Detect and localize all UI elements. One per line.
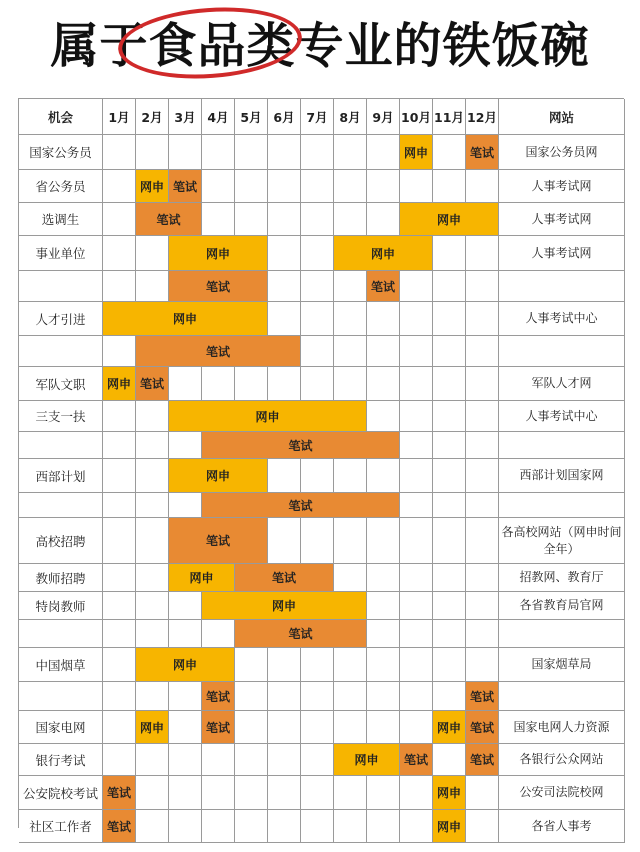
written-exam-bar: 笔试 [169, 170, 202, 203]
online-apply-bar: 网申 [433, 711, 466, 744]
empty-cell [301, 682, 334, 711]
header-month-2: 2月 [136, 99, 169, 135]
empty-cell [400, 711, 433, 744]
header-month-10: 10月 [400, 99, 433, 135]
row-website: 人事考试中心 [499, 401, 625, 432]
empty-cell [466, 271, 499, 302]
row-label [19, 336, 103, 367]
written-exam-bar: 笔试 [103, 810, 136, 843]
empty-cell [103, 236, 136, 271]
row-label [19, 493, 103, 518]
header-month-6: 6月 [268, 99, 301, 135]
empty-cell [433, 302, 466, 336]
written-exam-bar: 笔试 [367, 271, 400, 302]
empty-cell [466, 493, 499, 518]
empty-cell [400, 493, 433, 518]
row-website: 人事考试中心 [499, 302, 625, 336]
header-month-7: 7月 [301, 99, 334, 135]
online-apply-bar: 网申 [136, 648, 235, 682]
empty-cell [466, 648, 499, 682]
empty-cell [433, 367, 466, 401]
empty-cell [169, 592, 202, 620]
online-apply-bar: 网申 [334, 236, 433, 271]
written-exam-bar: 笔试 [235, 564, 334, 592]
empty-cell [433, 493, 466, 518]
row-website: 公安司法院校网 [499, 776, 625, 810]
empty-cell [367, 459, 400, 493]
empty-cell [400, 432, 433, 459]
row-website: 人事考试网 [499, 170, 625, 203]
written-exam-bar: 笔试 [103, 776, 136, 810]
empty-cell [235, 744, 268, 776]
empty-cell [367, 367, 400, 401]
empty-cell [136, 493, 169, 518]
empty-cell [301, 336, 334, 367]
empty-cell [169, 776, 202, 810]
empty-cell [334, 648, 367, 682]
header-month-4: 4月 [202, 99, 235, 135]
header-month-11: 11月 [433, 99, 466, 135]
written-exam-bar: 笔试 [202, 432, 400, 459]
row-website [499, 493, 625, 518]
empty-cell [334, 518, 367, 564]
empty-cell [103, 711, 136, 744]
empty-cell [136, 459, 169, 493]
empty-cell [202, 810, 235, 843]
empty-cell [136, 236, 169, 271]
empty-cell [334, 682, 367, 711]
online-apply-bar: 网申 [400, 203, 499, 236]
empty-cell [367, 810, 400, 843]
empty-cell [235, 170, 268, 203]
empty-cell [136, 810, 169, 843]
empty-cell [202, 367, 235, 401]
empty-cell [301, 648, 334, 682]
empty-cell [268, 302, 301, 336]
row-label [19, 432, 103, 459]
row-website [499, 620, 625, 648]
empty-cell [334, 336, 367, 367]
empty-cell [301, 744, 334, 776]
row-website [499, 682, 625, 711]
empty-cell [301, 135, 334, 170]
empty-cell [268, 271, 301, 302]
empty-cell [103, 170, 136, 203]
written-exam-bar: 笔试 [466, 744, 499, 776]
online-apply-bar: 网申 [169, 236, 268, 271]
empty-cell [334, 271, 367, 302]
row-label: 西部计划 [19, 459, 103, 493]
empty-cell [301, 236, 334, 271]
empty-cell [268, 744, 301, 776]
empty-cell [466, 620, 499, 648]
empty-cell [103, 648, 136, 682]
empty-cell [268, 170, 301, 203]
empty-cell [268, 682, 301, 711]
row-website: 国家电网人力资源 [499, 711, 625, 744]
empty-cell [367, 401, 400, 432]
empty-cell [400, 810, 433, 843]
empty-cell [103, 518, 136, 564]
empty-cell [301, 810, 334, 843]
online-apply-bar: 网申 [169, 459, 268, 493]
row-website: 军队人才网 [499, 367, 625, 401]
row-website: 西部计划国家网 [499, 459, 625, 493]
online-apply-bar: 网申 [103, 302, 268, 336]
empty-cell [235, 367, 268, 401]
empty-cell [169, 135, 202, 170]
empty-cell [400, 302, 433, 336]
empty-cell [367, 776, 400, 810]
empty-cell [400, 170, 433, 203]
written-exam-bar: 笔试 [400, 744, 433, 776]
empty-cell [334, 203, 367, 236]
empty-cell [334, 367, 367, 401]
empty-cell [334, 135, 367, 170]
empty-cell [367, 302, 400, 336]
online-apply-bar: 网申 [169, 564, 235, 592]
empty-cell [136, 401, 169, 432]
empty-cell [466, 302, 499, 336]
empty-cell [334, 810, 367, 843]
online-apply-bar: 网申 [136, 170, 169, 203]
page-title [0, 0, 640, 92]
empty-cell [433, 518, 466, 564]
empty-cell [433, 620, 466, 648]
empty-cell [268, 203, 301, 236]
empty-cell [400, 564, 433, 592]
empty-cell [400, 776, 433, 810]
row-label: 中国烟草 [19, 648, 103, 682]
empty-cell [202, 135, 235, 170]
empty-cell [400, 336, 433, 367]
row-label: 选调生 [19, 203, 103, 236]
empty-cell [400, 518, 433, 564]
empty-cell [268, 648, 301, 682]
empty-cell [367, 135, 400, 170]
empty-cell [301, 271, 334, 302]
empty-cell [433, 592, 466, 620]
empty-cell [367, 711, 400, 744]
row-label: 社区工作者 [19, 810, 103, 843]
empty-cell [433, 170, 466, 203]
row-website: 各省教育局官网 [499, 592, 625, 620]
online-apply-bar: 网申 [103, 367, 136, 401]
row-label: 国家公务员 [19, 135, 103, 170]
empty-cell [301, 776, 334, 810]
empty-cell [367, 203, 400, 236]
empty-cell [400, 459, 433, 493]
empty-cell [466, 367, 499, 401]
header-month-9: 9月 [367, 99, 400, 135]
empty-cell [367, 518, 400, 564]
row-label: 特岗教师 [19, 592, 103, 620]
empty-cell [235, 810, 268, 843]
empty-cell [433, 564, 466, 592]
row-label [19, 271, 103, 302]
row-label: 银行考试 [19, 744, 103, 776]
empty-cell [400, 367, 433, 401]
empty-cell [235, 711, 268, 744]
empty-cell [268, 459, 301, 493]
empty-cell [268, 135, 301, 170]
empty-cell [466, 432, 499, 459]
header-month-3: 3月 [169, 99, 202, 135]
empty-cell [136, 432, 169, 459]
empty-cell [334, 711, 367, 744]
header-month-12: 12月 [466, 99, 499, 135]
empty-cell [433, 236, 466, 271]
empty-cell [103, 432, 136, 459]
empty-cell [400, 401, 433, 432]
empty-cell [367, 592, 400, 620]
online-apply-bar: 网申 [433, 810, 466, 843]
empty-cell [136, 564, 169, 592]
empty-cell [301, 203, 334, 236]
row-label: 公安院校考试 [19, 776, 103, 810]
title-suffix: 专业的铁饭碗 [295, 18, 590, 74]
row-label: 教师招聘 [19, 564, 103, 592]
empty-cell [466, 401, 499, 432]
header-month-1: 1月 [103, 99, 136, 135]
empty-cell [466, 592, 499, 620]
empty-cell [268, 367, 301, 401]
row-website [499, 432, 625, 459]
empty-cell [334, 564, 367, 592]
written-exam-bar: 笔试 [202, 682, 235, 711]
empty-cell [202, 620, 235, 648]
written-exam-bar: 笔试 [466, 711, 499, 744]
empty-cell [103, 682, 136, 711]
empty-cell [235, 135, 268, 170]
empty-cell [103, 493, 136, 518]
empty-cell [268, 776, 301, 810]
written-exam-bar: 笔试 [202, 493, 400, 518]
row-website: 人事考试网 [499, 203, 625, 236]
empty-cell [334, 459, 367, 493]
empty-cell [466, 236, 499, 271]
empty-cell [433, 135, 466, 170]
empty-cell [235, 776, 268, 810]
empty-cell [202, 170, 235, 203]
empty-cell [169, 493, 202, 518]
empty-cell [466, 810, 499, 843]
empty-cell [433, 432, 466, 459]
empty-cell [103, 620, 136, 648]
online-apply-bar: 网申 [202, 592, 367, 620]
row-website [499, 336, 625, 367]
header-month-5: 5月 [235, 99, 268, 135]
empty-cell [136, 744, 169, 776]
empty-cell [367, 648, 400, 682]
empty-cell [433, 648, 466, 682]
row-website: 人事考试网 [499, 236, 625, 271]
empty-cell [169, 810, 202, 843]
written-exam-bar: 笔试 [235, 620, 367, 648]
empty-cell [301, 367, 334, 401]
empty-cell [433, 744, 466, 776]
empty-cell [103, 271, 136, 302]
online-apply-bar: 网申 [433, 776, 466, 810]
empty-cell [367, 336, 400, 367]
empty-cell [136, 682, 169, 711]
empty-cell [433, 271, 466, 302]
empty-cell [103, 564, 136, 592]
empty-cell [103, 203, 136, 236]
schedule-table [18, 98, 624, 834]
empty-cell [400, 648, 433, 682]
empty-cell [400, 620, 433, 648]
written-exam-bar: 笔试 [136, 367, 169, 401]
row-label: 国家电网 [19, 711, 103, 744]
empty-cell [466, 336, 499, 367]
empty-cell [235, 648, 268, 682]
title-highlight: 食品类 [148, 18, 296, 74]
written-exam-bar: 笔试 [169, 518, 268, 564]
online-apply-bar: 网申 [169, 401, 367, 432]
empty-cell [466, 170, 499, 203]
empty-cell [202, 203, 235, 236]
empty-cell [103, 401, 136, 432]
row-website: 国家公务员网 [499, 135, 625, 170]
row-label: 军队文职 [19, 367, 103, 401]
row-label: 事业单位 [19, 236, 103, 271]
empty-cell [400, 592, 433, 620]
empty-cell [169, 620, 202, 648]
online-apply-bar: 网申 [400, 135, 433, 170]
empty-cell [136, 135, 169, 170]
empty-cell [367, 620, 400, 648]
written-exam-bar: 笔试 [466, 682, 499, 711]
empty-cell [466, 518, 499, 564]
empty-cell [268, 518, 301, 564]
empty-cell [202, 776, 235, 810]
empty-cell [169, 367, 202, 401]
empty-cell [301, 711, 334, 744]
empty-cell [169, 711, 202, 744]
written-exam-bar: 笔试 [466, 135, 499, 170]
empty-cell [169, 682, 202, 711]
empty-cell [268, 236, 301, 271]
empty-cell [334, 776, 367, 810]
row-website: 国家烟草局 [499, 648, 625, 682]
empty-cell [103, 459, 136, 493]
empty-cell [202, 744, 235, 776]
empty-cell [169, 432, 202, 459]
empty-cell [367, 564, 400, 592]
empty-cell [466, 776, 499, 810]
empty-cell [433, 682, 466, 711]
row-label: 三支一扶 [19, 401, 103, 432]
empty-cell [103, 336, 136, 367]
written-exam-bar: 笔试 [136, 336, 301, 367]
empty-cell [136, 271, 169, 302]
empty-cell [235, 682, 268, 711]
empty-cell [433, 459, 466, 493]
empty-cell [301, 302, 334, 336]
empty-cell [334, 302, 367, 336]
empty-cell [268, 711, 301, 744]
row-label: 高校招聘 [19, 518, 103, 564]
header-opportunity: 机会 [19, 99, 103, 135]
empty-cell [400, 271, 433, 302]
empty-cell [235, 203, 268, 236]
empty-cell [136, 592, 169, 620]
header-month-8: 8月 [334, 99, 367, 135]
row-label: 省公务员 [19, 170, 103, 203]
empty-cell [334, 170, 367, 203]
empty-cell [466, 564, 499, 592]
empty-cell [103, 135, 136, 170]
row-label [19, 620, 103, 648]
empty-cell [301, 459, 334, 493]
empty-cell [301, 518, 334, 564]
row-website: 各高校网站（网申时间全年） [499, 518, 625, 564]
empty-cell [268, 810, 301, 843]
row-label: 人才引进 [19, 302, 103, 336]
empty-cell [136, 620, 169, 648]
title-prefix: 属于 [50, 18, 149, 74]
empty-cell [433, 401, 466, 432]
empty-cell [367, 170, 400, 203]
empty-cell [103, 592, 136, 620]
row-label [19, 682, 103, 711]
empty-cell [433, 336, 466, 367]
written-exam-bar: 笔试 [169, 271, 268, 302]
header-website: 网站 [499, 99, 625, 135]
empty-cell [103, 744, 136, 776]
online-apply-bar: 网申 [334, 744, 400, 776]
empty-cell [400, 682, 433, 711]
empty-cell [169, 744, 202, 776]
written-exam-bar: 笔试 [136, 203, 202, 236]
empty-cell [136, 518, 169, 564]
row-website: 各省人事考 [499, 810, 625, 843]
row-website: 各银行公众网站 [499, 744, 625, 776]
online-apply-bar: 网申 [136, 711, 169, 744]
empty-cell [136, 776, 169, 810]
empty-cell [301, 170, 334, 203]
empty-cell [466, 459, 499, 493]
empty-cell [367, 682, 400, 711]
row-website [499, 271, 625, 302]
written-exam-bar: 笔试 [202, 711, 235, 744]
row-website: 招教网、教育厅 [499, 564, 625, 592]
